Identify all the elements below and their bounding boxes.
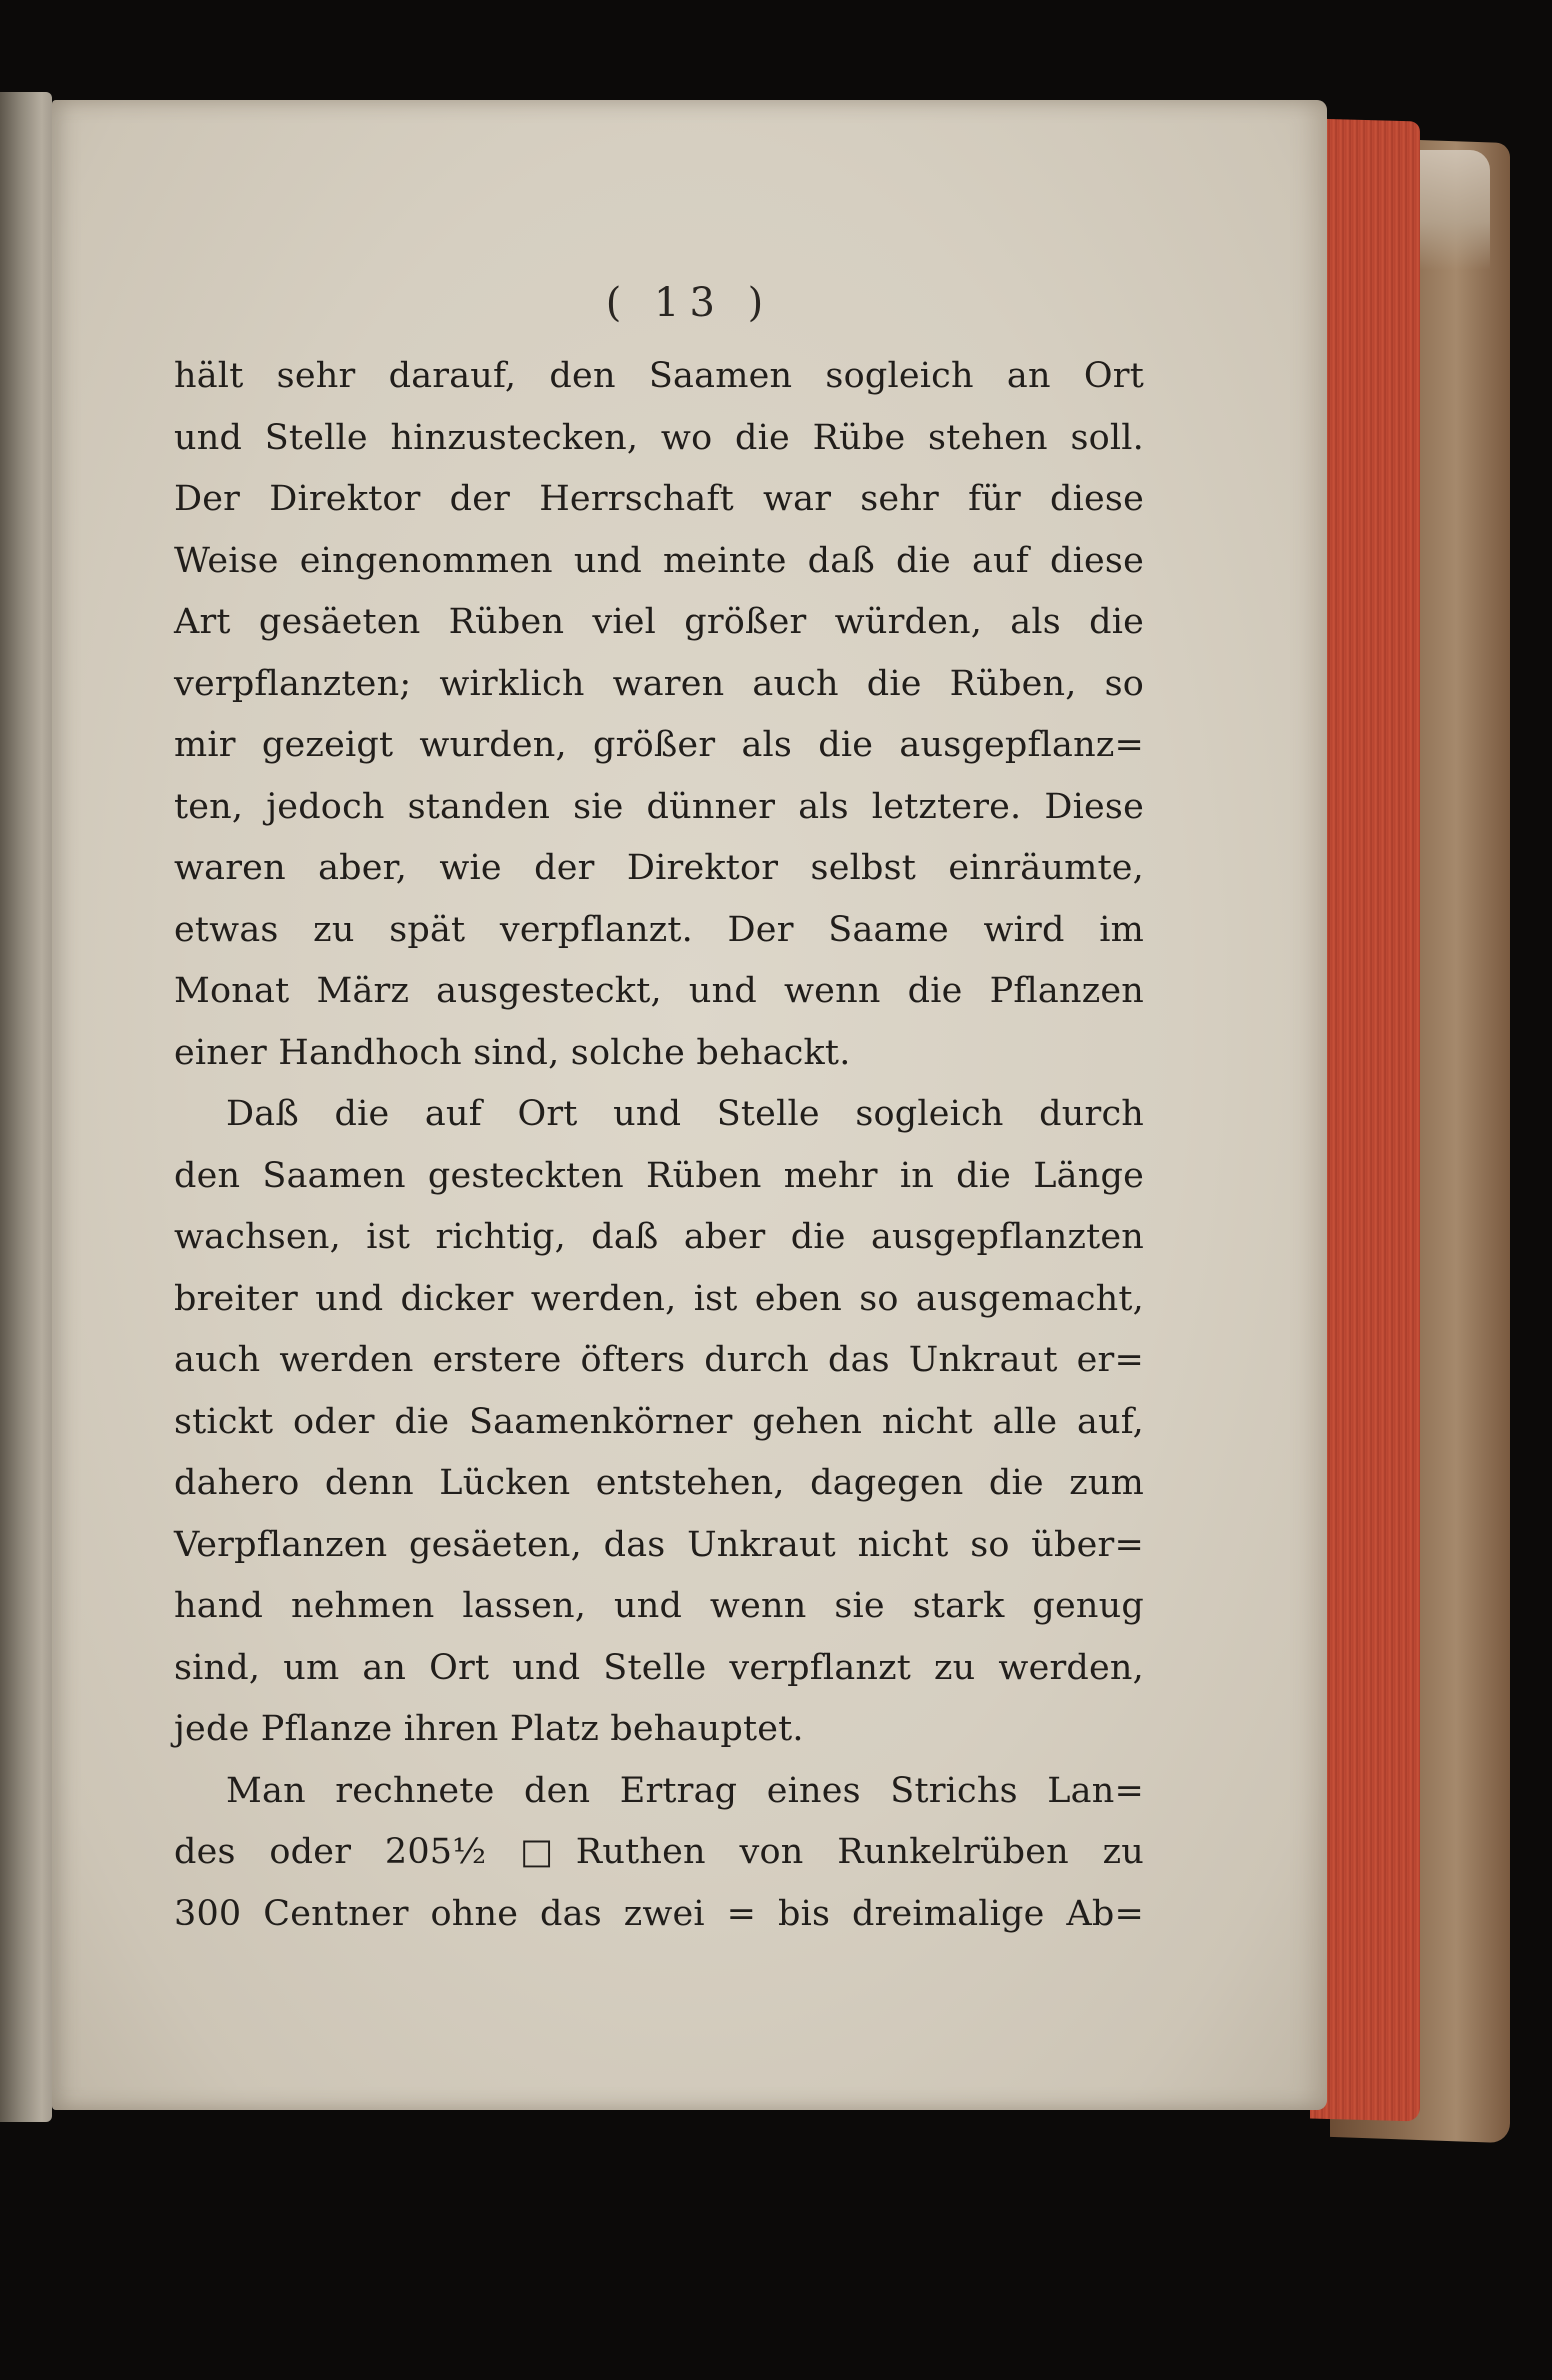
- left-facing-page: [0, 92, 52, 2122]
- text-line: und Stelle hinzustecken, wo die Rübe stehen soll.: [174, 417, 1144, 458]
- text-line: Man rechnete den Ertrag eines Strichs Lan=: [226, 1770, 1144, 1811]
- book-page: [52, 100, 1327, 2110]
- text-line: verpflanzten; wirklich waren auch die Rüben, so: [174, 663, 1144, 704]
- text-line: breiter und dicker werden, ist eben so ausgemacht,: [174, 1278, 1144, 1319]
- text-line: hält sehr darauf, den Saamen sogleich an Ort: [174, 356, 1144, 396]
- text-line: einer Handhoch sind, solche behackt.: [174, 1032, 851, 1073]
- text-line: stickt oder die Saamenkörner gehen nicht alle auf,: [174, 1401, 1144, 1442]
- text-line: jede Pflanze ihren Platz behauptet.: [174, 1709, 804, 1749]
- text-line: 300 Centner ohne das zwei = bis dreimalige Ab=: [174, 1893, 1144, 1934]
- text-line: Der Direktor der Herrschaft war sehr für diese: [174, 479, 1144, 519]
- text-line: Weise eingenommen und meinte daß die auf diese: [174, 540, 1144, 581]
- text-line: Daß die auf Ort und Stelle sogleich durch: [226, 1094, 1144, 1134]
- text-line: Verpflanzen gesäeten, das Unkraut nicht so über=: [174, 1524, 1144, 1565]
- text-line: den Saamen gesteckten Rüben mehr in die Länge: [174, 1155, 1144, 1196]
- text-line: hand nehmen lassen, und wenn sie stark genug: [174, 1586, 1144, 1626]
- text-line: Art gesäeten Rüben viel größer würden, als die: [174, 602, 1144, 642]
- text-line: des oder 205½ □Ruthen von Runkelrüben zu: [174, 1832, 1144, 1872]
- text-line: etwas zu spät verpflanzt. Der Saame wird im: [174, 909, 1144, 950]
- text-line: mir gezeigt wurden, größer als die ausgepflanz=: [174, 725, 1144, 765]
- text-line: waren aber, wie der Direktor selbst einräumte,: [174, 848, 1144, 888]
- text-line: Monat März ausgesteckt, und wenn die Pflanzen: [174, 971, 1144, 1011]
- text-line: sind, um an Ort und Stelle verpflanzt zu werden,: [174, 1647, 1144, 1688]
- page-number: ( 13 ): [605, 280, 774, 326]
- text-line: ten, jedoch standen sie dünner als letztere. Diese: [174, 786, 1144, 827]
- text-line: wachsen, ist richtig, daß aber die ausgepflanzten: [174, 1217, 1144, 1257]
- text-line: dahero denn Lücken entstehen, dagegen die zum: [174, 1463, 1144, 1503]
- page-text: [174, 346, 1144, 1945]
- text-line: auch werden erstere öfters durch das Unkraut er=: [174, 1340, 1144, 1380]
